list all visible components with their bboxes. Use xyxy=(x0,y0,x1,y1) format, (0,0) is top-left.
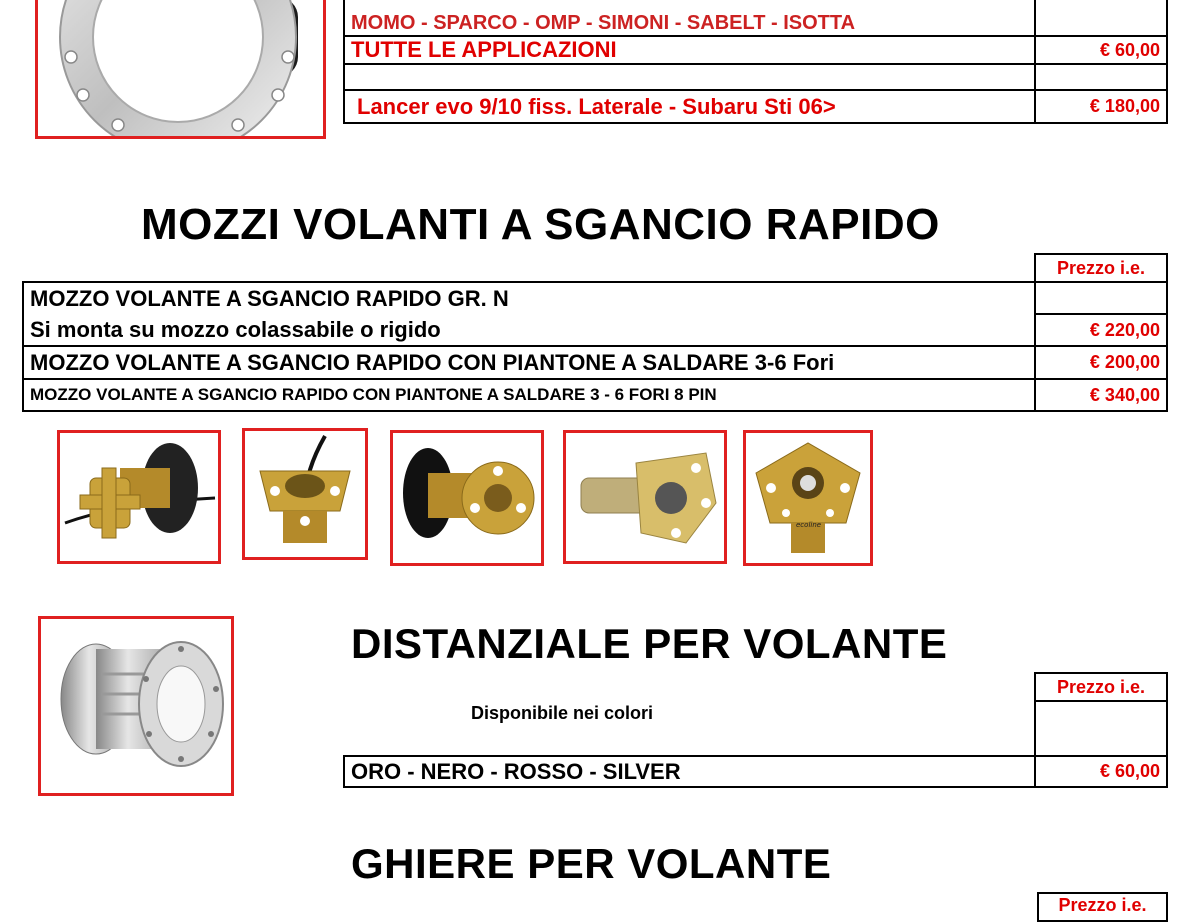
spacer-price-header: Prezzo i.e. xyxy=(1035,673,1167,701)
spacer-colors-price: € 60,00 xyxy=(1035,756,1167,787)
quick-release-mount-price: € 220,00 xyxy=(1035,314,1167,346)
quick-release-mount-label: Si monta su mozzo colassabile o rigido xyxy=(23,314,1035,346)
quick-release-weld-8pin-label: MOZZO VOLANTE A SGANCIO RAPIDO CON PIANTONE A SALDARE 3 - 6 FORI 8 PIN xyxy=(23,379,1035,411)
spacer-photo xyxy=(38,616,234,796)
top-price-table xyxy=(343,0,1168,124)
quick-release-weld-8pin-price: € 340,00 xyxy=(1035,379,1167,411)
lancer-subaru-label: Lancer evo 9/10 fiss. Laterale - Subaru Sti 06> xyxy=(344,90,1035,123)
spacer-colors-label: ORO - NERO - ROSSO - SILVER xyxy=(344,756,1035,787)
quick-release-photo-3 xyxy=(390,430,544,566)
quick-release-table xyxy=(22,253,1168,412)
quick-release-weld-label: MOZZO VOLANTE A SGANCIO RAPIDO CON PIANTONE A SALDARE 3-6 Fori xyxy=(23,346,1035,379)
quick-release-photo-1 xyxy=(57,430,221,564)
quick-release-weld-price: € 200,00 xyxy=(1035,346,1167,379)
rings-price-header-box xyxy=(1037,892,1168,922)
rings-price-header: Prezzo i.e. xyxy=(1058,895,1147,915)
spacer-note: Disponibile nei colori xyxy=(471,703,654,723)
quick-release-photo-4 xyxy=(563,430,727,564)
quick-release-gr-n-price xyxy=(1035,282,1167,314)
quick-release-title: MOZZI VOLANTI A SGANCIO RAPIDO xyxy=(141,200,940,249)
quick-release-photo-5 xyxy=(743,430,873,566)
quick-release-photo-2 xyxy=(242,428,368,560)
ecoline-logo-text: ecoline xyxy=(796,521,822,529)
quick-release-gr-n-label: MOZZO VOLANTE A SGANCIO RAPIDO GR. N xyxy=(23,282,1035,314)
hub-adapter-image xyxy=(38,0,323,136)
hub-adapter-photo xyxy=(35,0,326,139)
spacer-table xyxy=(343,672,1168,788)
all-applications-price: € 60,00 xyxy=(1035,36,1167,64)
all-applications-label: TUTTE LE APPLICAZIONI xyxy=(344,36,1035,64)
brands-line: MOMO - SPARCO - OMP - SIMONI - SABELT - ISOTTA xyxy=(344,0,1035,36)
lancer-subaru-price: € 180,00 xyxy=(1035,90,1167,123)
spacer-title: DISTANZIALE PER VOLANTE xyxy=(351,620,948,667)
quick-release-price-header: Prezzo i.e. xyxy=(1035,254,1167,282)
rings-title: GHIERE PER VOLANTE xyxy=(351,840,832,887)
